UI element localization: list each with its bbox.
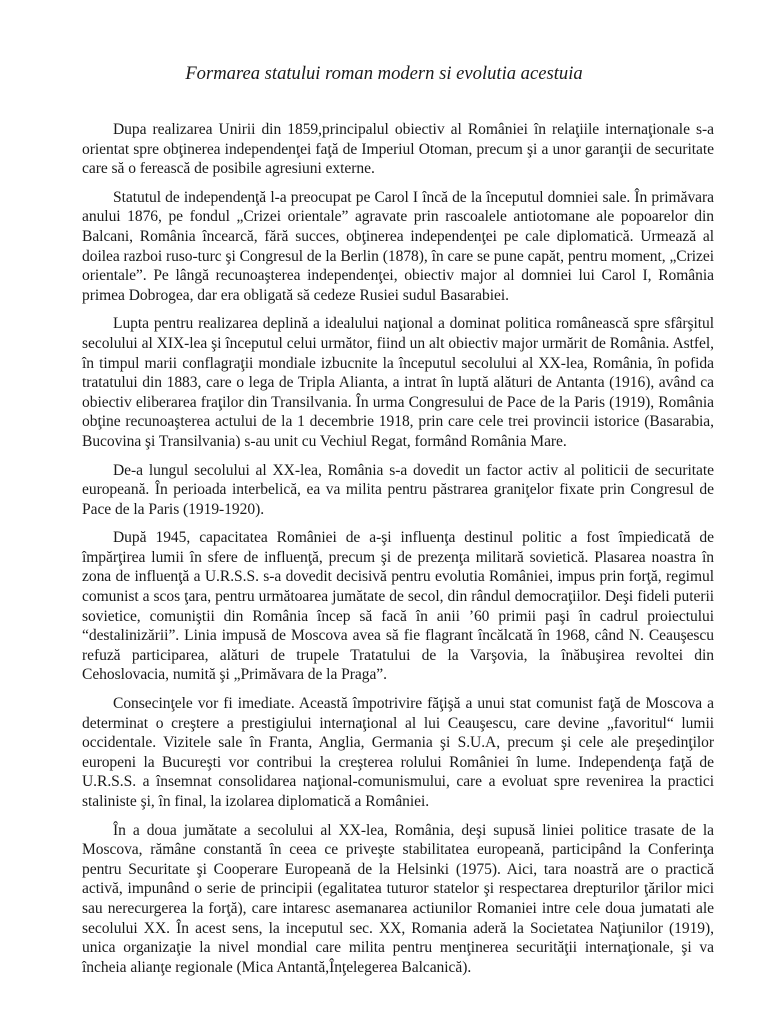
paragraph-second-half-century: În a doua jumătate a secolului al XX-lea, România, deşi supusă liniei politice trasate de la Moscova, rămâne constantă în ceea ce priveşte stabilitatea europeană, participând la Conferinţa pentru Securitate şi Cooperare Europeană de la Helsinki (1975). Aici, tara noastră are o practică activă, impunând o serie de principii (egalitatea tuturor statelor şi respectarea drepturilor ţărilor mici sau nerecurgerea la forţă), care intaresc asemanarea actiunilor Romaniei intre cele doua jumatati ale secolului XX. În acest sens, la inceputul sec. XX, Romania aderă la Societatea Naţiunilor (1919), unica organizaţie la nivel mondial care milita pentru menţinerea securităţii internaţionale, şi va încheia alianţe regionale (Mica Antantă,Înţelegerea Balcanică).	[82, 821, 714, 976]
document-body	[82, 120, 714, 986]
document-title: Formarea statului roman modern si evolutia acestuia	[185, 63, 583, 84]
paragraph-independence-goal: Dupa realizarea Unirii din 1859,principalul obiectiv al României în relaţiile internaţionale s-a orientat spre obţinerea independenţei faţă de Imperiul Otoman, precum şi a unor garanţii de securitate care să o ferească de posibile agresiuni externe.	[82, 121, 714, 178]
paragraph-national-ideal: Lupta pentru realizarea deplină a idealului naţional a dominat politica românească spre sfârşitul secolului al XIX-lea şi începutul celui următor, fiind un alt obiectiv major urmărit de România. Astfel, în timpul marii conflagraţii mondiale izbucnite la începutul secolului al XX-lea, România, în pofida tratatului din 1883, care o lega de Tripla Alianta, a intrat în luptă alături de Antanta (1916), având ca obiectiv eliberarea fraţilor din Transilvania. În urma Congresului de Pace de la Paris (1919), România obţine recunoaşterea actului de la 1 decembrie 1918, prin care cele trei provincii istorice (Basarabia, Bucovina şi Transilvania) s-au unit cu Vechiul Regat, formând România Mare.	[82, 315, 714, 450]
paragraph-european-security: De-a lungul secolului al XX-lea, România s-a dovedit un factor activ al politicii de securitate europeană. În perioada interbelică, ea va milita pentru păstrarea graniţelor fixate prin Congresul de Pace de la Paris (1919-1920).	[82, 461, 714, 518]
paragraph-consequences: Consecinţele vor fi imediate. Această împotrivire făţişă a unui stat comunist faţă de Moscova a determinat o creştere a prestigiului internaţional al lui Ceauşescu, care devine „favoritul“ lumii occidentale. Vizitele sale în Franta, Anglia, Germania şi S.U.A, precum şi cele ale preşedinţilor europeni la Bucureşti vor contribui la creşterea rolului României în lume. Independenţa faţă de U.R.S.S. a însemnat consolidarea naţional-comunismului, care a evoluat spre revenirea la practici staliniste şi, în final, la izolarea diplomatică a României.	[82, 695, 714, 810]
paragraph-carol-independence: Statutul de independenţă l-a preocupat pe Carol I încă de la începutul domniei sale. În primăvara anului 1876, pe fondul „Crizei orientale” agravate prin rascoalele antiotomane ale popoarelor din Balcani, România încearcă, fără succes, obţinerea independenţei pe cale diplomatică. Urmează al doilea razboi ruso-turc şi Congresul de la Berlin (1878), în care se pune capăt, pentru moment, „Crizei orientale”. Pe lângă recunoaşterea independenţei, obiectiv major al domniei lui Carol I, România primea Dobrogea, dar era obligată să cedeze Rusiei sudul Basarabiei.	[82, 188, 714, 304]
paragraph-after-1945: După 1945, capacitatea României de a-şi influenţa destinul politic a fost împiedicată de împărţirea lumii în sfere de influenţă, precum şi de prezenţa militară sovietică. Plasarea noastra în zona de influenţă a U.R.S.S. s-a dovedit decisivă pentru evolutia României, impus prin forţă, regimul comunist a scos ţara, pentru următoarea jumătate de secol, din rândul democraţiilor. Deşi fideli puterii sovietice, comuniştii din România încep să facă în anii ’60 primii paşi în cadrul proiectului “destalinizării”. Linia impusă de Moscova avea să fie flagrant încălcată în 1968, când N. Ceauşescu refuză participarea, alături de trupele Tratatului de la Varşovia, la înăbuşirea revoltei din Cehoslovacia, numită şi „Primăvara de la Praga”.	[82, 529, 714, 684]
